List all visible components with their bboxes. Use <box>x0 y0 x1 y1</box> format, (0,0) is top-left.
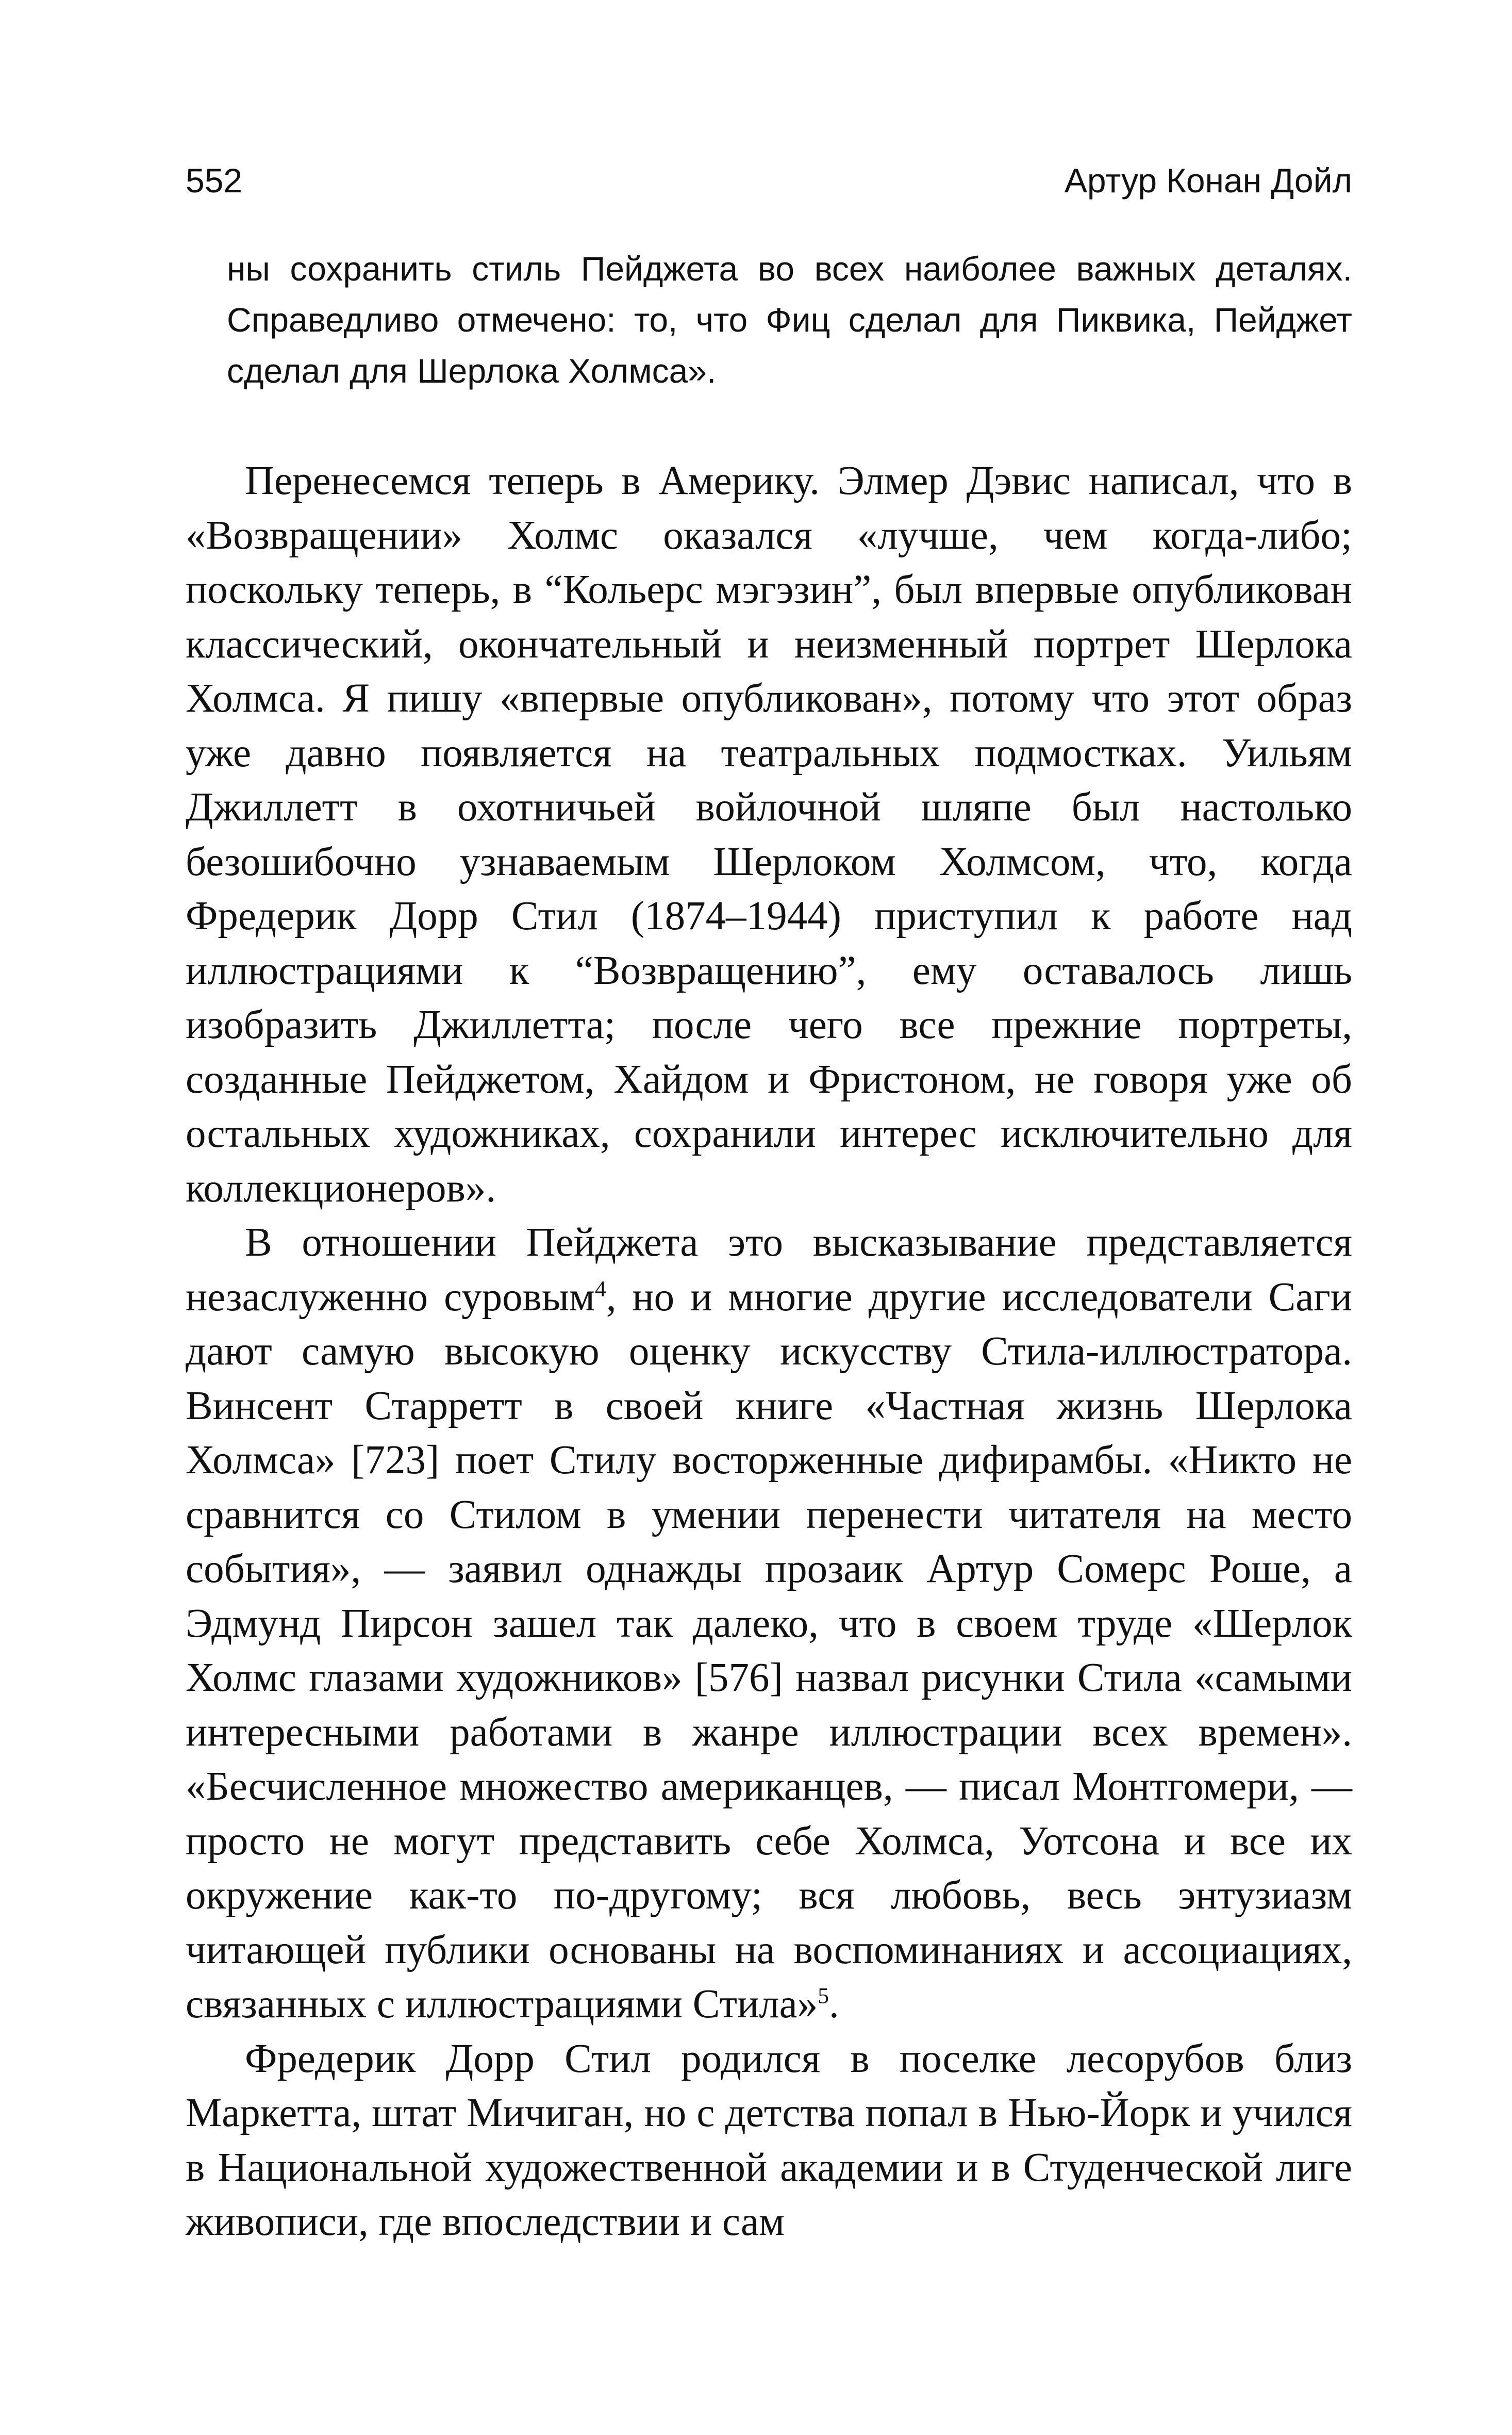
running-title: Артур Конан Дойл <box>1064 161 1352 200</box>
paragraph-america: Перенесемся теперь в Америку. Элмер Дэвис написал, что в «Возвращении» Холмс оказался «лучше, чем когда-либо; поскольку теперь, в “Кольерс мэгэзин”, был впервые опубликован классический, окончательный и неизменный портрет Шерлока Холмса. Я пишу «впервые опубликован», потому что этот образ уже давно появляется на театральных подмостках. Уильям Джиллетт в охотничьей войлочной шляпе был настолько безошибочно узнаваемым Шерлоком Холмсом, что, когда Фредерик Дорр Стил (1874–1944) приступил к работе над иллюстрациями к “Возвращению”, ему оставалось лишь изобразить Джиллетта; после чего все прежние портреты, созданные Пейджетом, Хайдом и Фристоном, не говоря уже об остальных художниках, сохранили интерес исключительно для коллекционеров». <box>186 458 1352 1211</box>
running-head <box>186 155 1352 206</box>
footnote-ref[interactable]: 4 <box>595 1276 606 1302</box>
paragraph-text: В отношении Пейджета это высказывание представляется незаслуженно суровым <box>186 1220 1352 1320</box>
paragraph-text: . <box>828 1982 839 2027</box>
body-text <box>186 454 1352 2249</box>
quote-continuation: ны сохранить стиль Пейджета во всех наиболее важных деталях. Справедливо отмечено: то, что Фиц сделал для Пиквика, Пейджет сделал для Шерлока Холмса». <box>227 250 1352 390</box>
paragraph-paget-assessment <box>186 1215 1352 2032</box>
paragraph-text: , но и многие другие исследователи Саги дают самую высокую оценку искусству Стила-иллюстратора. Винсент Старретт в своей книге «Частная жизнь Шерлока Холмса» [723] поет Стилу восторженные дифирамбы. «Никто не сравнится со Стилом в умении перенести читателя на место события», — заявил однажды прозаик Артур Сомерс Роше, а Эдмунд Пирсон зашел так далеко, что в своем труде «Шерлок Холмс глазами художников» [576] назвал рисунки Стила «самыми интересными работами в жанре иллюстрации всех времен». «Бесчисленное множество американцев, — писал Монтгомери, — просто не могут представить себе Холмса, Уотсона и все их окружение как-то по-другому; вся любовь, весь энтузиазм читающей публики основаны на воспоминаниях и ассоциациях, связанных с иллюстрациями Стила» <box>186 1274 1352 2027</box>
footnote-ref[interactable]: 5 <box>818 1983 829 2009</box>
page-number: 552 <box>186 161 243 200</box>
paragraph-steele-biography: Фредерик Дорр Стил родился в поселке лесорубов близ Маркетта, штат Мичиган, но с детства попал в Нью-Йорк и учился в Национальной художественной академии и в Студенческой лиге живописи, где впоследствии и сам <box>186 2036 1352 2244</box>
